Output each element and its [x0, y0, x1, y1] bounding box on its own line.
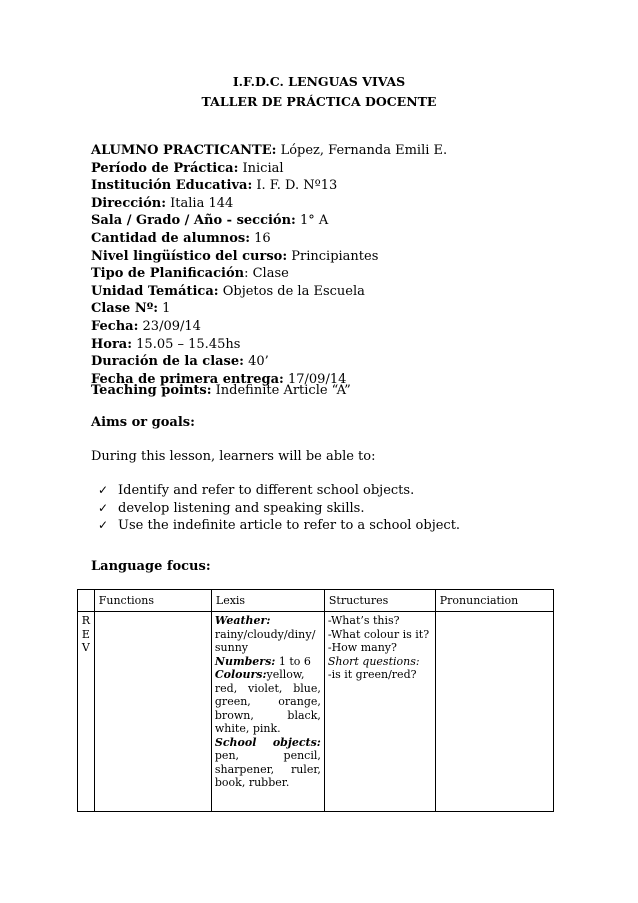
- field-value: 1° A: [295, 213, 329, 229]
- row-label-cell: [78, 612, 95, 812]
- list-item: [98, 500, 460, 518]
- field-row: [91, 265, 447, 283]
- numbers-label: Numbers:: [214, 654, 276, 668]
- school-objects-label: School objects:: [214, 735, 321, 749]
- field-key: Cantidad de alumnos:: [91, 230, 250, 246]
- language-focus-table: [77, 589, 554, 812]
- field-key: Hora:: [91, 336, 133, 352]
- field-key: Nivel lingüístico del curso:: [91, 248, 288, 264]
- language-focus-heading: Language focus:: [91, 559, 211, 574]
- field-value: Inicial: [238, 160, 284, 176]
- list-item: [98, 482, 460, 500]
- institution-title: I.F.D.C. LENGUAS VIVAS: [232, 74, 406, 89]
- numbers-value: 1 to 6: [275, 654, 311, 668]
- table-header-row: [78, 590, 554, 612]
- field-value: 17/09/14: [283, 371, 347, 387]
- field-row: [91, 248, 447, 266]
- field-key: Institución Educativa:: [91, 178, 253, 194]
- field-key: Fecha:: [91, 318, 139, 334]
- workshop-title: TALLER DE PRÁCTICA DOCENTE: [201, 94, 437, 109]
- field-value: 23/09/14: [138, 318, 201, 334]
- aims-list: [98, 482, 460, 535]
- column-header: Lexis: [211, 590, 324, 612]
- aims-intro: During this lesson, learners will be able to:: [91, 449, 376, 464]
- aims-heading: Aims or goals:: [91, 415, 195, 430]
- colours-line: [215, 668, 321, 736]
- field-key: Período de Práctica:: [91, 160, 239, 176]
- field-key: ALUMNO PRACTICANTE:: [91, 143, 277, 158]
- column-header: Functions: [94, 590, 211, 612]
- field-row: [91, 230, 447, 248]
- lexis-cell: [211, 612, 324, 812]
- field-row: [91, 195, 447, 213]
- field-key: Sala / Grado / Año - sección:: [91, 213, 296, 229]
- aim-text: develop listening and speaking skills.: [118, 500, 365, 516]
- school-objects-value: pen, pencil, sharpener, ruler, book, rubber.: [214, 749, 321, 789]
- teaching-points-label: Teaching points:: [91, 383, 212, 398]
- functions-cell: [94, 612, 211, 812]
- field-value: Principiantes: [287, 248, 379, 264]
- checkmark-icon: ✓: [98, 500, 109, 515]
- field-key: Dirección:: [91, 195, 167, 211]
- field-row: [91, 142, 447, 160]
- field-row: [91, 160, 447, 178]
- header-empty-cell: [78, 590, 95, 612]
- field-value: Italia 144: [166, 195, 234, 211]
- colours-value: yellow, red, violet, blue, green, orange, brown, black, white, pink.: [214, 668, 321, 735]
- field-row: [91, 212, 447, 230]
- field-key: Fecha de primera entrega:: [91, 371, 284, 387]
- student-info-fields: [91, 142, 447, 388]
- structure-line: -What colour is it?: [327, 627, 430, 641]
- structures-cell: [324, 612, 435, 812]
- weather-label: Weather:: [214, 614, 271, 627]
- short-questions-label: Short questions:: [327, 654, 420, 668]
- field-value: López, Fernanda Emili E.: [276, 143, 448, 158]
- aim-text: Use the indefinite article to refer to a school object.: [118, 518, 461, 534]
- field-value: 1: [158, 301, 171, 317]
- row-label-letter: E: [81, 627, 90, 641]
- field-row: [91, 353, 447, 371]
- aim-text: Identify and refer to different school objects.: [118, 483, 415, 498]
- teaching-points: [91, 383, 351, 398]
- checkmark-icon: ✓: [98, 518, 109, 533]
- field-key: Tipo de Planificación: [91, 266, 245, 282]
- field-row: [91, 177, 447, 195]
- teaching-points-value: Indefinite Article “A”: [211, 383, 351, 398]
- column-header: Structures: [324, 590, 435, 612]
- colours-label: Colours:: [214, 668, 267, 681]
- field-value: 16: [250, 230, 271, 246]
- field-value: : Clase: [244, 266, 289, 282]
- weather-value: rainy/cloudy/dinу/sunny: [214, 627, 316, 654]
- row-label-letter: V: [81, 641, 90, 654]
- structure-line: -What’s this?: [327, 614, 400, 627]
- pronunciation-cell: [435, 612, 553, 812]
- field-key: Clase Nº:: [91, 301, 159, 317]
- row-label-letter: R: [81, 614, 91, 627]
- field-value: I. F. D. Nº13: [252, 178, 338, 194]
- field-value: 40’: [243, 354, 269, 370]
- structure-line: -is it green/red?: [327, 668, 417, 681]
- column-header: Pronunciation: [435, 590, 553, 612]
- field-row: [91, 283, 447, 301]
- field-row: [91, 318, 447, 336]
- checkmark-icon: ✓: [98, 483, 109, 497]
- school-objects-line: [215, 736, 321, 790]
- field-value: 15.05 – 15.45hs: [132, 336, 241, 352]
- field-value: Objetos de la Escuela: [218, 283, 365, 299]
- field-key: Unidad Temática:: [91, 283, 219, 299]
- field-row: [91, 300, 447, 318]
- numbers-line: [215, 655, 321, 669]
- structure-line: -How many?: [327, 641, 397, 654]
- table-row: [78, 612, 554, 812]
- field-key: Duración de la clase:: [91, 354, 244, 370]
- field-row: [91, 336, 447, 354]
- list-item: [98, 517, 460, 535]
